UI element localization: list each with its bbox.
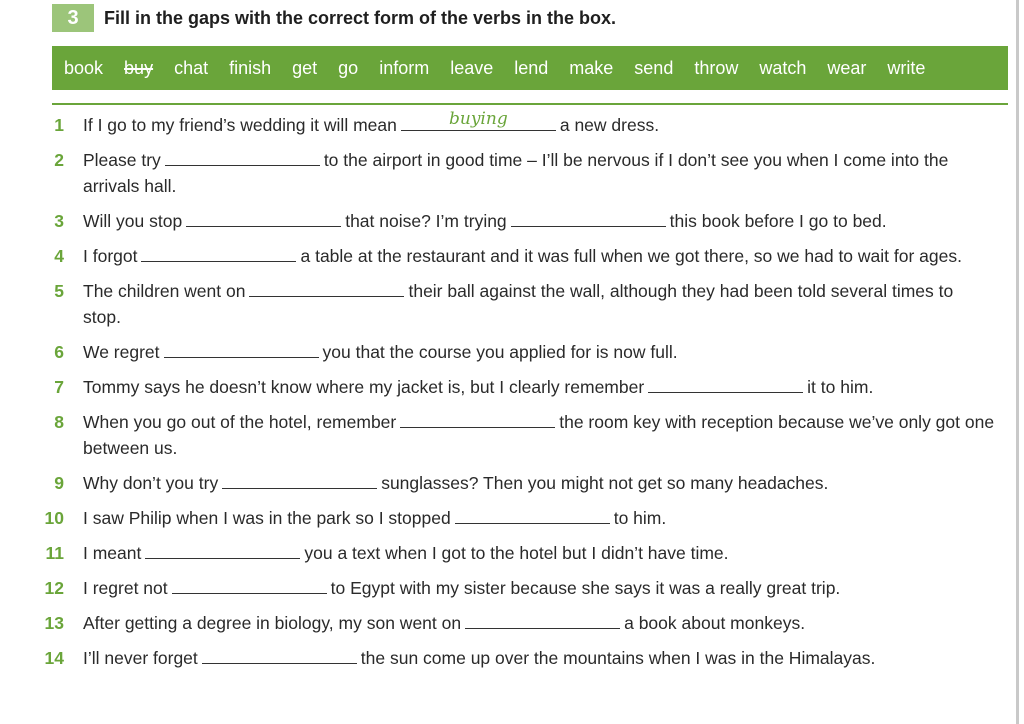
item-sentence <box>83 575 996 601</box>
sentence-segment: We regret <box>83 342 160 362</box>
item-number: 8 <box>54 412 64 432</box>
sentence-segment: to him. <box>613 508 667 528</box>
item-sentence <box>83 470 996 496</box>
verb-send: send <box>634 57 674 78</box>
answer-gap[interactable] <box>400 409 555 428</box>
answer-gap[interactable] <box>648 374 803 393</box>
exercise-item <box>36 339 996 365</box>
item-number: 10 <box>44 508 64 528</box>
verb-throw: throw <box>694 57 739 78</box>
sentence-segment: I meant <box>83 543 142 563</box>
verb-inform: inform <box>379 57 430 78</box>
answer-gap[interactable] <box>222 470 377 489</box>
item-sentence <box>83 208 996 234</box>
item-number: 5 <box>54 281 64 301</box>
answer-gap[interactable] <box>401 109 556 131</box>
sentence-segment: the sun come up over the mountains when I was in the Himalayas. <box>360 648 876 668</box>
item-sentence <box>83 109 996 138</box>
exercise-item <box>36 470 996 496</box>
item-sentence <box>83 374 996 400</box>
answer-gap[interactable] <box>465 610 620 629</box>
verb-chat: chat <box>174 57 209 78</box>
verb-write: write <box>887 57 926 78</box>
exercise-item <box>36 540 996 566</box>
verb-book: book <box>64 57 104 78</box>
answer-text: buying <box>449 109 508 129</box>
verb-get: get <box>292 57 318 78</box>
item-number: 1 <box>54 115 64 135</box>
sentence-segment: to Egypt with my sister because she says it was a really great trip. <box>330 578 841 598</box>
exercise-item <box>36 575 996 601</box>
sentence-segment: Why don’t you try <box>83 473 219 493</box>
sentence-segment: a new dress. <box>559 115 660 135</box>
sentence-segment: I’ll never forget <box>83 648 198 668</box>
sentence-segment: this book before I go to bed. <box>669 211 887 231</box>
item-number: 14 <box>44 648 64 668</box>
exercise-item <box>36 208 996 234</box>
exercise-item <box>36 278 996 330</box>
item-sentence <box>83 339 996 365</box>
item-sentence <box>83 409 996 461</box>
verb-watch: watch <box>759 57 807 78</box>
item-number: 6 <box>54 342 64 362</box>
item-sentence <box>83 505 996 531</box>
exercise-item <box>36 374 996 400</box>
exercise-item <box>36 645 996 671</box>
verb-box <box>52 46 1008 90</box>
sentence-segment: Please try <box>83 150 161 170</box>
answer-gap[interactable] <box>145 540 300 559</box>
sentence-segment: a table at the restaurant and it was full when we got there, so we had to wait for ages. <box>300 246 962 266</box>
verb-go: go <box>338 57 359 78</box>
answer-gap[interactable] <box>202 645 357 664</box>
sentence-segment: Will you stop <box>83 211 183 231</box>
sentence-segment: that noise? I’m trying <box>345 211 507 231</box>
item-number: 2 <box>54 150 64 170</box>
sentence-segment: I regret not <box>83 578 168 598</box>
item-sentence <box>83 540 996 566</box>
answer-gap[interactable] <box>165 147 320 166</box>
verb-finish: finish <box>229 57 272 78</box>
item-sentence <box>83 147 996 199</box>
sentence-segment: a book about monkeys. <box>624 613 806 633</box>
sentence-segment: it to him. <box>807 377 874 397</box>
sentence-segment: Tommy says he doesn’t know where my jacket is, but I clearly remember <box>83 377 645 397</box>
verb-wear: wear <box>827 57 867 78</box>
sentence-segment: The children went on <box>83 281 246 301</box>
sentence-segment: After getting a degree in biology, my son went on <box>83 613 462 633</box>
sentence-segment: you that the course you applied for is now full. <box>322 342 678 362</box>
verb-make: make <box>569 57 614 78</box>
sentence-segment: I forgot <box>83 246 138 266</box>
sentence-segment: you a text when I got to the hotel but I didn’t have time. <box>304 543 729 563</box>
answer-gap[interactable] <box>164 339 319 358</box>
sentence-segment: sunglasses? Then you might not get so many headaches. <box>381 473 829 493</box>
sentence-segment: their ball against the wall, although they had been told several times to stop. <box>83 281 954 327</box>
item-sentence <box>83 610 996 636</box>
item-number: 13 <box>44 613 64 633</box>
answer-gap[interactable] <box>186 208 341 227</box>
sentence-segment: to the airport in good time – I’ll be nervous if I don’t see you when I come into the arrivals hall. <box>83 150 949 196</box>
answer-gap[interactable] <box>249 278 404 297</box>
exercise-item <box>36 610 996 636</box>
exercise-item <box>36 505 996 531</box>
item-number: 3 <box>54 211 64 231</box>
divider-line <box>52 103 1008 105</box>
verb-buy: buy <box>124 57 154 78</box>
exercise-header <box>52 4 616 32</box>
item-number: 11 <box>45 543 64 563</box>
answer-gap[interactable] <box>511 208 666 227</box>
item-sentence <box>83 278 996 330</box>
exercise-item <box>36 109 996 138</box>
verb-lend: lend <box>514 57 549 78</box>
sentence-segment: When you go out of the hotel, remember <box>83 412 397 432</box>
item-sentence <box>83 645 996 671</box>
sentence-segment: I saw Philip when I was in the park so I stopped <box>83 508 451 528</box>
item-number: 12 <box>44 578 64 598</box>
item-number: 7 <box>54 377 64 397</box>
answer-gap[interactable] <box>172 575 327 594</box>
item-sentence <box>83 243 996 269</box>
sentence-segment: If I go to my friend’s wedding it will mean <box>83 115 397 135</box>
exercise-number: 3 <box>52 4 94 32</box>
exercise-item <box>36 409 996 461</box>
exercise-item <box>36 147 996 199</box>
item-number: 9 <box>54 473 64 493</box>
answer-gap[interactable] <box>455 505 610 524</box>
exercise-instruction: Fill in the gaps with the correct form of the verbs in the box. <box>104 7 617 28</box>
exercise-item <box>36 243 996 269</box>
sentence-segment: the room key with reception because we’ve only got one between us. <box>83 412 995 458</box>
verb-leave: leave <box>450 57 494 78</box>
exercise-items <box>36 109 996 680</box>
answer-gap[interactable] <box>141 243 296 262</box>
item-number: 4 <box>54 246 64 266</box>
